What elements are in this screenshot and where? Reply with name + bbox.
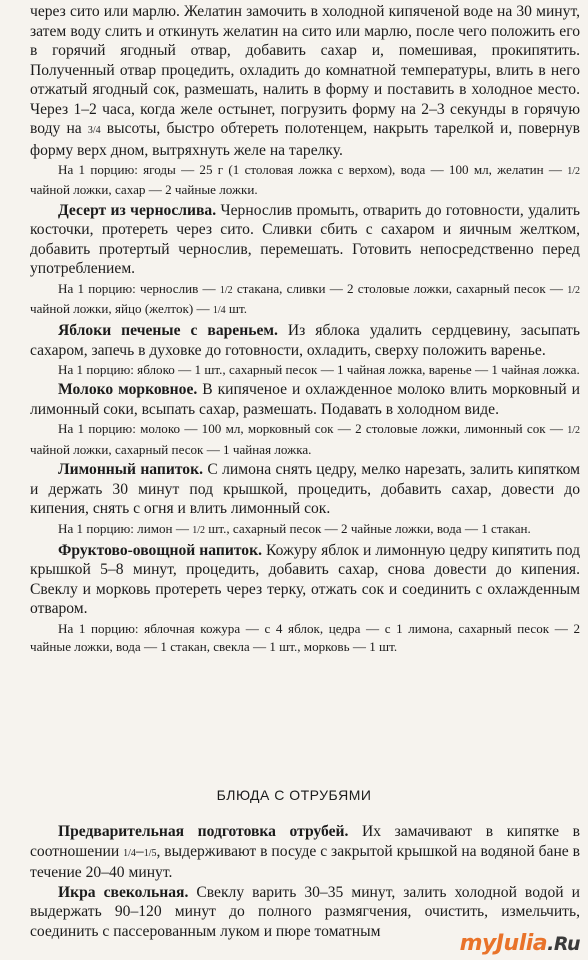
recipe-text: Кожуру яблок и лимонную цедру кипятить под крышкой 5–8 минут, процедить, добавить сахар, снова довести до кипения. Свеклу и морковь протереть через терку, отжать сок и соединить с охлажденным отваром.	[30, 541, 580, 618]
note-text: чайной ложки, сахарный песок — 1 чайная ложка.	[30, 441, 312, 457]
recipe-title: Десерт из чернослива.	[58, 201, 217, 219]
text-column-bran	[30, 822, 580, 941]
recipe-fruitveg	[30, 541, 580, 619]
recipe-title: Предварительная подготовка отрубей.	[58, 823, 349, 840]
recipe-lemon	[30, 460, 580, 519]
recipe-apples	[30, 321, 580, 360]
section-heading: БЛЮДА С ОТРУБЯМИ	[216, 787, 372, 803]
portion-note	[30, 420, 580, 459]
paragraph-text: высоты, быстро обтереть полотенцем, накрыть тарелкой и, повернув форму верх дном, вытряхнуть желе на тарелку.	[30, 120, 580, 159]
recipe-bran-prep	[30, 822, 580, 883]
note-text: На 1 порцию: молоко — 100 мл, морковный сок — 2 столовые ложки, лимонный сок —	[58, 421, 568, 437]
jelly-paragraph	[30, 2, 580, 160]
recipe-text: Из яблока удалить сердцевину, засыпать сахаром, запечь в духовке до готовности, охладить, сверху положить варенье.	[30, 322, 580, 359]
recipe-prune	[30, 201, 580, 279]
recipe-text: Их замачивают в кипятке в соотношении	[30, 823, 580, 860]
fraction: 1/2	[567, 425, 580, 437]
fraction: 1/5	[143, 847, 157, 859]
portion-note: На 1 порцию: яблочная кожура — с 4 яблок, цедра — с 1 лимона, сахарный песок — 2 чайные ложки, вода — 1 стакан, свекла — 1 шт., морковь — 1 шт.	[30, 620, 580, 655]
note-text: На 1 порцию: ягоды — 25 г (1 столовая ложка с верхом), вода — 100 мл, желатин —	[58, 162, 568, 177]
paragraph-text: через сито или марлю. Желатин замочить в холодной кипяченой воде на 30 минут, затем воду слить и откинуть желатин на сито или марлю, после чего положить его в горячий ягодный отвар, добавить сахар и, помешивая, прокипятить. Полученный отвар процедить, охладить до комнатной температуры, влить в него отжатый ягодный сок, размешать, налить в форму и поставить в холодное место. Через 1–2 часа, когда желе остынет, погрузить форму на 2–3 секунды в горячую воду на	[30, 3, 580, 137]
watermark-tld: .Ru	[547, 933, 580, 955]
portion-note: На 1 порцию: яблоко — 1 шт., сахарный песок — 1 чайная ложка, варенье — 1 чайная ложка.	[58, 362, 580, 378]
fraction: 1/4	[212, 304, 226, 316]
note-text: шт., сахарный песок — 2 чайные ложки, вода — 1 стакан.	[204, 520, 531, 536]
fraction: 1/4	[123, 847, 136, 859]
note-text: чайной ложки, яйцо (желток) —	[30, 300, 213, 316]
recipe-text: С лимона снять цедру, мелко нарезать, залить кипятком и держать 30 минут под крышкой, процедить, добавить сахар, довести до кипения, снять с огня и влить лимонный сок.	[30, 461, 580, 518]
portion-note	[30, 520, 580, 540]
watermark-logo	[458, 931, 582, 956]
recipe-title: Яблоки печеные с вареньем.	[58, 322, 278, 340]
fraction: 3/4	[87, 125, 101, 136]
portion-note	[30, 161, 580, 200]
recipe-text: Свеклу варить 30–35 минут, залить холодной водой и выдержать 90–120 минут до полного размягчения, очистить, измельчить, соединить с пассерованным луком и пюре томатным	[30, 883, 580, 940]
note-text: чайной ложки, сахар — 2 чайные ложки.	[30, 182, 258, 198]
recipe-title: Фруктово-овощной напиток.	[58, 541, 262, 559]
recipe-text: В кипяченое и охлажденное молоко влить морковный и лимонный соки, всыпать сахар, размешать. Подавать в холодном виде.	[30, 381, 580, 418]
note-text: На 1 порцию: чернослив —	[58, 280, 220, 296]
recipe-title: Икра свекольная.	[58, 883, 189, 901]
recipe-carrot-milk	[30, 380, 580, 419]
recipe-text: , выдерживают в посуде с закрытой крышкой на водяной бане в течение 20–40 минут.	[30, 842, 580, 881]
fraction: 1/2	[192, 524, 205, 536]
watermark-brand: myJulia	[459, 931, 548, 956]
fraction: 1/2	[567, 166, 580, 177]
note-text: На 1 порцию: лимон —	[58, 520, 193, 536]
portion-note	[30, 280, 580, 321]
recipe-title: Лимонный напиток.	[58, 461, 203, 479]
recipe-title: Молоко морковное.	[58, 381, 198, 399]
note-text: стакана, сливки — 2 столовые ложки, сахарный песок —	[232, 280, 568, 296]
recipe-text: Чернослив промыть, отварить до готовности, удалить косточки, протереть через сито. Сливки сбить с сахаром и яичным желтком, добавить протертый чернослив, перемешать. Готовить непосредственно перед употреблением.	[30, 201, 580, 278]
note-text: шт.	[225, 300, 248, 316]
fraction: 1/2	[567, 284, 580, 296]
fraction: 1/2	[219, 284, 233, 296]
text-column	[30, 2, 580, 657]
dash: –	[135, 842, 144, 860]
